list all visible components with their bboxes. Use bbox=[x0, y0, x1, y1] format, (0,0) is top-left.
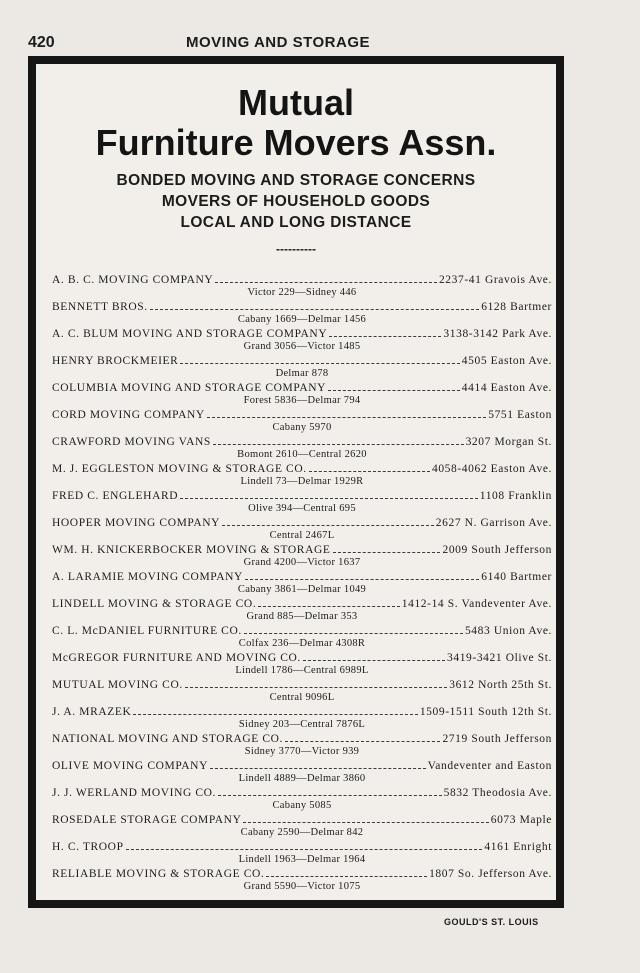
leader-dots bbox=[213, 436, 464, 445]
listing-name: J. J. WERLAND MOVING CO. bbox=[52, 787, 217, 799]
leader-dots bbox=[180, 490, 478, 499]
listing-name: OLIVE MOVING COMPANY bbox=[52, 760, 208, 772]
leader-dots bbox=[333, 544, 441, 553]
leader-dots bbox=[258, 598, 399, 607]
listing-phones: Sidney 203—Central 7876L bbox=[238, 719, 366, 730]
listing-phones: Cabany 1669—Delmar 1456 bbox=[237, 314, 367, 325]
leader-dots bbox=[180, 355, 459, 364]
listing-phones: Sidney 3770—Victor 939 bbox=[244, 746, 360, 757]
listing-phones: Central 9096L bbox=[269, 692, 335, 703]
listing-name: MUTUAL MOVING CO. bbox=[52, 679, 183, 691]
listing-address: 3419-3421 Olive St. bbox=[447, 652, 552, 664]
listing-name: M. J. EGGLESTON MOVING & STORAGE CO. bbox=[52, 463, 307, 475]
leader-dots bbox=[243, 814, 488, 823]
listing-name: CRAWFORD MOVING VANS bbox=[52, 436, 211, 448]
listing-item bbox=[52, 814, 552, 840]
listing-phones: Central 2467L bbox=[269, 530, 335, 541]
listing-item bbox=[52, 436, 552, 462]
leader-dots bbox=[210, 760, 426, 769]
listing-item bbox=[52, 409, 552, 435]
listing-address: 4505 Easton Ave. bbox=[461, 355, 552, 367]
listing-name: WM. H. KNICKERBOCKER MOVING & STORAGE bbox=[52, 544, 331, 556]
leader-dots bbox=[222, 517, 434, 526]
leader-dots bbox=[303, 652, 445, 661]
listing-address: 4058-4062 Easton Ave. bbox=[431, 463, 552, 475]
listing-phones: Delmar 878 bbox=[275, 368, 329, 379]
leader-dots bbox=[309, 463, 430, 472]
leader-dots bbox=[150, 301, 479, 310]
listing-address: 5751 Easton bbox=[488, 409, 552, 421]
listing-address: 5832 Theodosia Ave. bbox=[443, 787, 552, 799]
leader-dots bbox=[133, 706, 417, 715]
listing-name: NATIONAL MOVING AND STORAGE CO. bbox=[52, 733, 284, 745]
listing-phones: Lindell 4889—Delmar 3860 bbox=[238, 773, 366, 784]
listing-item bbox=[52, 544, 552, 570]
leader-dots bbox=[266, 868, 427, 877]
listing-phones: Cabany 5085 bbox=[272, 800, 332, 811]
leader-dots bbox=[285, 733, 440, 742]
listing-phones: Victor 229—Sidney 446 bbox=[247, 287, 357, 298]
listing-name: BENNETT BROS. bbox=[52, 301, 148, 313]
listing-address: 2627 N. Garrison Ave. bbox=[435, 517, 552, 529]
listing-name: RELIABLE MOVING & STORAGE CO. bbox=[52, 868, 265, 880]
listing-phones: Lindell 73—Delmar 1929R bbox=[240, 476, 364, 487]
subtitle-line-1: BONDED MOVING AND STORAGE CONCERNS bbox=[116, 172, 476, 189]
listing-phones: Grand 3056—Victor 1485 bbox=[243, 341, 361, 352]
listing-phones: Cabany 5970 bbox=[272, 422, 332, 433]
listing-name: C. L. McDANIEL FURNITURE CO. bbox=[52, 625, 242, 637]
listing-name: FRED C. ENGLEHARD bbox=[52, 490, 179, 502]
listing-address: 1108 Franklin bbox=[479, 490, 552, 502]
listing-item bbox=[52, 652, 552, 678]
listing-name: HENRY BROCKMEIER bbox=[52, 355, 179, 367]
listing-address: 1509-1511 South 12th St. bbox=[419, 706, 552, 718]
listing-item bbox=[52, 274, 552, 300]
leader-dots bbox=[207, 409, 486, 418]
title-line-1: Mutual bbox=[238, 82, 354, 123]
listing-name: COLUMBIA MOVING AND STORAGE COMPANY bbox=[52, 382, 327, 394]
page-header bbox=[28, 34, 568, 54]
listing-name: ROSEDALE STORAGE COMPANY bbox=[52, 814, 242, 826]
listing-phones: Bomont 2610—Central 2620 bbox=[237, 449, 367, 460]
listing-name: CORD MOVING COMPANY bbox=[52, 409, 205, 421]
subtitle-line-3: LOCAL AND LONG DISTANCE bbox=[180, 214, 412, 231]
listing-phones: Grand 4200—Victor 1637 bbox=[243, 557, 361, 568]
listing-item bbox=[52, 490, 552, 516]
listing-address: Vandeventer and Easton bbox=[427, 760, 552, 772]
listing-address: 6128 Bartmer bbox=[481, 301, 552, 313]
listing-item bbox=[52, 598, 552, 624]
listing-address: 4161 Enright bbox=[484, 841, 552, 853]
listing-address: 2237-41 Gravois Ave. bbox=[438, 274, 552, 286]
listing-phones: Colfax 236—Delmar 4308R bbox=[238, 638, 366, 649]
leader-dots bbox=[185, 679, 447, 688]
listing-phones: Cabany 3861—Delmar 1049 bbox=[237, 584, 367, 595]
listing-name: A. C. BLUM MOVING AND STORAGE COMPANY bbox=[52, 328, 328, 340]
listing-item bbox=[52, 517, 552, 543]
listing-address: 3138-3142 Park Ave. bbox=[443, 328, 552, 340]
listing-item bbox=[52, 328, 552, 354]
listing-item bbox=[52, 841, 552, 867]
listing-address: 3207 Morgan St. bbox=[465, 436, 552, 448]
listing-item bbox=[52, 760, 552, 786]
listing-name: McGREGOR FURNITURE AND MOVING CO. bbox=[52, 652, 301, 664]
advertisement-frame bbox=[28, 56, 564, 908]
listing-address: 4414 Easton Ave. bbox=[461, 382, 552, 394]
listing-phones: Olive 394—Central 695 bbox=[248, 503, 356, 514]
listing-address: 6073 Maple bbox=[490, 814, 552, 826]
listing-address: 6140 Bartmer bbox=[481, 571, 552, 583]
section-title: MOVING AND STORAGE bbox=[186, 34, 371, 51]
subtitle-line-2: MOVERS OF HOUSEHOLD GOODS bbox=[161, 193, 431, 210]
listing-item bbox=[52, 787, 552, 813]
listing-item bbox=[52, 733, 552, 759]
listing-phones: Grand 885—Delmar 353 bbox=[246, 611, 358, 622]
listing-name: J. A. MRAZEK bbox=[52, 706, 132, 718]
title-line-2: Furniture Movers Assn. bbox=[95, 122, 497, 163]
listing-phones: Lindell 1786—Central 6989L bbox=[235, 665, 369, 676]
divider-rule: ---------- bbox=[276, 242, 316, 256]
listing-name: A. LARAMIE MOVING COMPANY bbox=[52, 571, 243, 583]
listing-name: A. B. C. MOVING COMPANY bbox=[52, 274, 214, 286]
listing-item bbox=[52, 571, 552, 597]
listing-item bbox=[52, 355, 552, 381]
listing-address: 2009 South Jefferson bbox=[442, 544, 552, 556]
listing-item bbox=[52, 868, 552, 894]
page-number: 420 bbox=[28, 34, 55, 51]
leader-dots bbox=[126, 841, 483, 850]
listing-address: 2719 South Jefferson bbox=[442, 733, 552, 745]
listing-item bbox=[52, 301, 552, 327]
listing-phones: Forest 5836—Delmar 794 bbox=[243, 395, 361, 406]
listing-item bbox=[52, 625, 552, 651]
listing-address: 5483 Union Ave. bbox=[464, 625, 552, 637]
leader-dots bbox=[329, 328, 441, 337]
leader-dots bbox=[244, 625, 463, 634]
listing-phones: Cabany 2590—Delmar 842 bbox=[240, 827, 364, 838]
listing-name: HOOPER MOVING COMPANY bbox=[52, 517, 221, 529]
listing-name: LINDELL MOVING & STORAGE CO. bbox=[52, 598, 257, 610]
listing-address: 1807 So. Jefferson Ave. bbox=[429, 868, 552, 880]
listing-item bbox=[52, 706, 552, 732]
listing-item bbox=[52, 463, 552, 489]
listing-item bbox=[52, 382, 552, 408]
listing-address: 3612 North 25th St. bbox=[449, 679, 552, 691]
listing-name: H. C. TROOP bbox=[52, 841, 124, 853]
publisher-footer: GOULD'S ST. LOUIS bbox=[444, 917, 539, 927]
listing-item bbox=[52, 679, 552, 705]
leader-dots bbox=[218, 787, 442, 796]
leader-dots bbox=[215, 274, 437, 283]
listing-phones: Lindell 1963—Delmar 1964 bbox=[238, 854, 366, 865]
listing-phones: Grand 5590—Victor 1075 bbox=[243, 881, 361, 892]
leader-dots bbox=[328, 382, 460, 391]
listing-address: 1412-14 S. Vandeventer Ave. bbox=[401, 598, 552, 610]
leader-dots bbox=[245, 571, 479, 580]
